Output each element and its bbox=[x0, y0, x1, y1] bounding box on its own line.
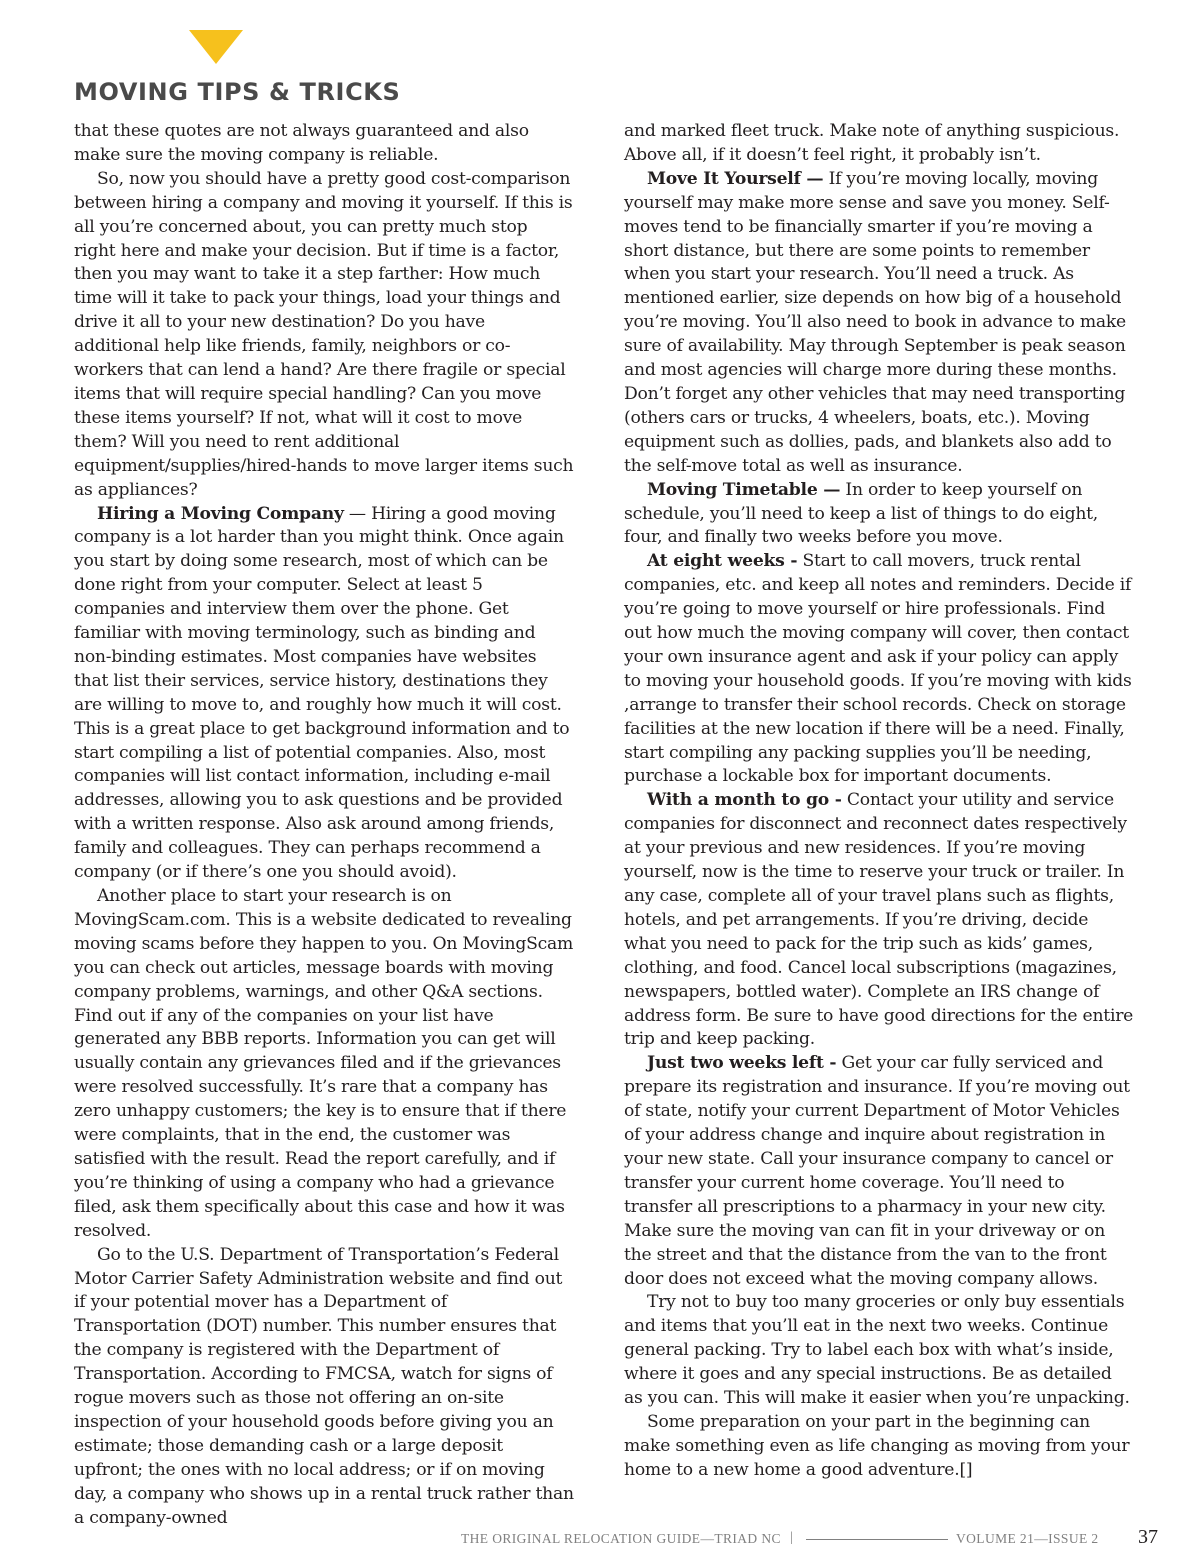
paragraph-text: — Hiring a good moving company is a lot harder than you might think. Once again you start by doing some research, most of which can be done right from your computer. Select at least 5 companies and interview them over the phone. Get familiar with moving terminology, such as binding and non-binding estimates. Most companies have websites that list their services, service history, destinations they are willing to move to, and roughly how much it will cost. This is a great place to get background information and to start compiling a list of potential companies. Also, most companies will list contact information, including e-mail addresses, allowing you to ask questions and be provided with a written response. Also ask around among friends, family and colleagues. They can perhaps recommend a company (or if there’s one you should avoid). bbox=[74, 503, 570, 883]
paragraph bbox=[624, 550, 1134, 789]
left-column bbox=[74, 120, 574, 1530]
right-column bbox=[624, 120, 1134, 1483]
paragraph-text: Get your car fully serviced and prepare its registration and insurance. If you’re moving out of state, notify your current Department of Motor Vehicles of your address change and inquire about registration in your new state. Call your insurance company to cancel or transfer your current home coverage. You’ll need to transfer all prescriptions to a pharmacy in your new city. Make sure the moving van can fit in your driveway or on the street and that the distance from the van to the front door does not exceed what the moving company allows. bbox=[624, 1053, 1130, 1289]
paragraph: So, now you should have a pretty good cost-comparison between hiring a company and moving it yourself. If this is all you’re concerned about, you can pretty much stop right here and make your decision. But if time is a factor, then you may want to take it a step farther: How much time will it take to pack your things, load your things and drive it all to your new destination? Do you have additional help like friends, family, neighbors or co-workers that can lend a hand? Are there fragile or special items that will require special handling? Can you move these items yourself? If not, what will it cost to move them? Will you need to rent additional equipment/supplies/hired-hands to move larger items such as appliances? bbox=[74, 168, 574, 500]
publication-name: THE ORIGINAL RELOCATION GUIDE—TRIAD NC bbox=[461, 1531, 781, 1546]
yellow-triangle-marker bbox=[189, 30, 243, 64]
page-footer bbox=[0, 1528, 1200, 1552]
subheading: Just two weeks left - bbox=[647, 1053, 837, 1074]
paragraph bbox=[624, 479, 1134, 551]
paragraph-text: In order to keep yourself on schedule, you’ll need to keep a list of things to do eight, four, and finally two weeks before you move. bbox=[624, 479, 1099, 548]
paragraph: Another place to start your research is on MovingScam.com. This is a website dedicated to revealing moving scams before they happen to you. On MovingScam you can check out articles, message boards with moving company problems, warnings, and other Q&A sections. Find out if any of the companies on your list have generated any BBB reports. Information you can get will usually contain any grievances filed and if the grievances were resolved successfully. It’s rare that a company has zero unhappy customers; the key is to ensure that if there were complaints, that in the end, the customer was satisfied with the result. Read the report carefully, and if you’re thinking of using a company who had a grievance filed, ask them specifically about this case and how it was resolved. bbox=[74, 886, 574, 1241]
subheading: Hiring a Moving Company bbox=[97, 503, 344, 524]
subheading: With a month to go - bbox=[647, 790, 842, 811]
footer-rule bbox=[806, 1539, 948, 1540]
paragraph: and marked fleet truck. Make note of anything suspicious. Above all, if it doesn’t feel right, it probably isn’t. bbox=[624, 121, 1120, 165]
paragraph-text: If you’re moving locally, moving yourself may make more sense and save you money. Self-moves tend to be financially smarter if you’re moving a short distance, but there are some points to remember when you start your research. You’ll need a truck. As mentioned earlier, size depends on how big of a household you’re moving. You’ll also need to book in advance to make sure of availability. May through September is peak season and most agencies will charge more during these months. Don’t forget any other vehicles that may need transporting (others cars or trucks, 4 wheelers, boats, etc.). Moving equipment such as dollies, pads, and blankets also add to the self-move total as well as insurance. bbox=[624, 168, 1126, 476]
paragraph: Some preparation on your part in the beginning can make something even as life changing as moving from your home to a new home a good adventure.[] bbox=[624, 1411, 1130, 1480]
volume-issue: VOLUME 21—ISSUE 2 bbox=[956, 1531, 1099, 1546]
paragraph: Go to the U.S. Department of Transportation’s Federal Motor Carrier Safety Administration website and find out if your potential mover has a Department of Transportation (DOT) number. This number ensures that the company is registered with the Department of Transportation. According to FMCSA, watch for signs of rogue movers such as those not offering an on-site inspection of your household goods before giving you an estimate; those demanding cash or a large deposit upfront; the ones with no local address; or if on moving day, a company who shows up in a rental truck rather than a company-owned bbox=[74, 1244, 574, 1528]
subheading: Moving Timetable — bbox=[647, 479, 841, 500]
subheading: At eight weeks - bbox=[647, 551, 798, 572]
page-number: 37 bbox=[1138, 1526, 1158, 1548]
section-title: MOVING TIPS & TRICKS bbox=[74, 78, 401, 106]
paragraph bbox=[624, 1052, 1134, 1291]
paragraph-text: Contact your utility and service companies for disconnect and reconnect dates respectively at your previous and new residences. If you’re moving yourself, now is the time to reserve your truck or trailer. In any case, complete all of your travel plans such as flights, hotels, and pet arrangements. If you’re driving, decide what you need to pack for the trip such as kids’ games, clothing, and food. Cancel local subscriptions (magazines, newspapers, bottled water). Complete an IRS change of address form. Be sure to have good directions for the entire trip and keep packing. bbox=[624, 790, 1134, 1050]
paragraph bbox=[624, 168, 1134, 479]
paragraph bbox=[624, 789, 1134, 1052]
paragraph: Try not to buy too many groceries or only buy essentials and items that you’ll eat in the next two weeks. Continue general packing. Try to label each box with what’s inside, where it goes and any special instructions. Be as detailed as you can. This will make it easier when you’re unpacking. bbox=[624, 1292, 1130, 1409]
paragraph-text: Start to call movers, truck rental companies, etc. and keep all notes and reminders. Decide if you’re going to move yourself or hire professionals. Find out how much the moving company will cover, then contact your own insurance agent and ask if your policy can apply to moving your household goods. If you’re moving with kids ,arrange to transfer their school records. Check on storage facilities at the new location if there will be a need. Finally, start compiling any packing supplies you’ll be needing, purchase a lockable box for important documents. bbox=[624, 551, 1132, 787]
footer-separator: | bbox=[790, 1530, 793, 1545]
paragraph bbox=[74, 503, 574, 886]
paragraph: that these quotes are not always guaranteed and also make sure the moving company is reliable. bbox=[74, 121, 529, 165]
subheading: Move It Yourself — bbox=[647, 168, 824, 189]
